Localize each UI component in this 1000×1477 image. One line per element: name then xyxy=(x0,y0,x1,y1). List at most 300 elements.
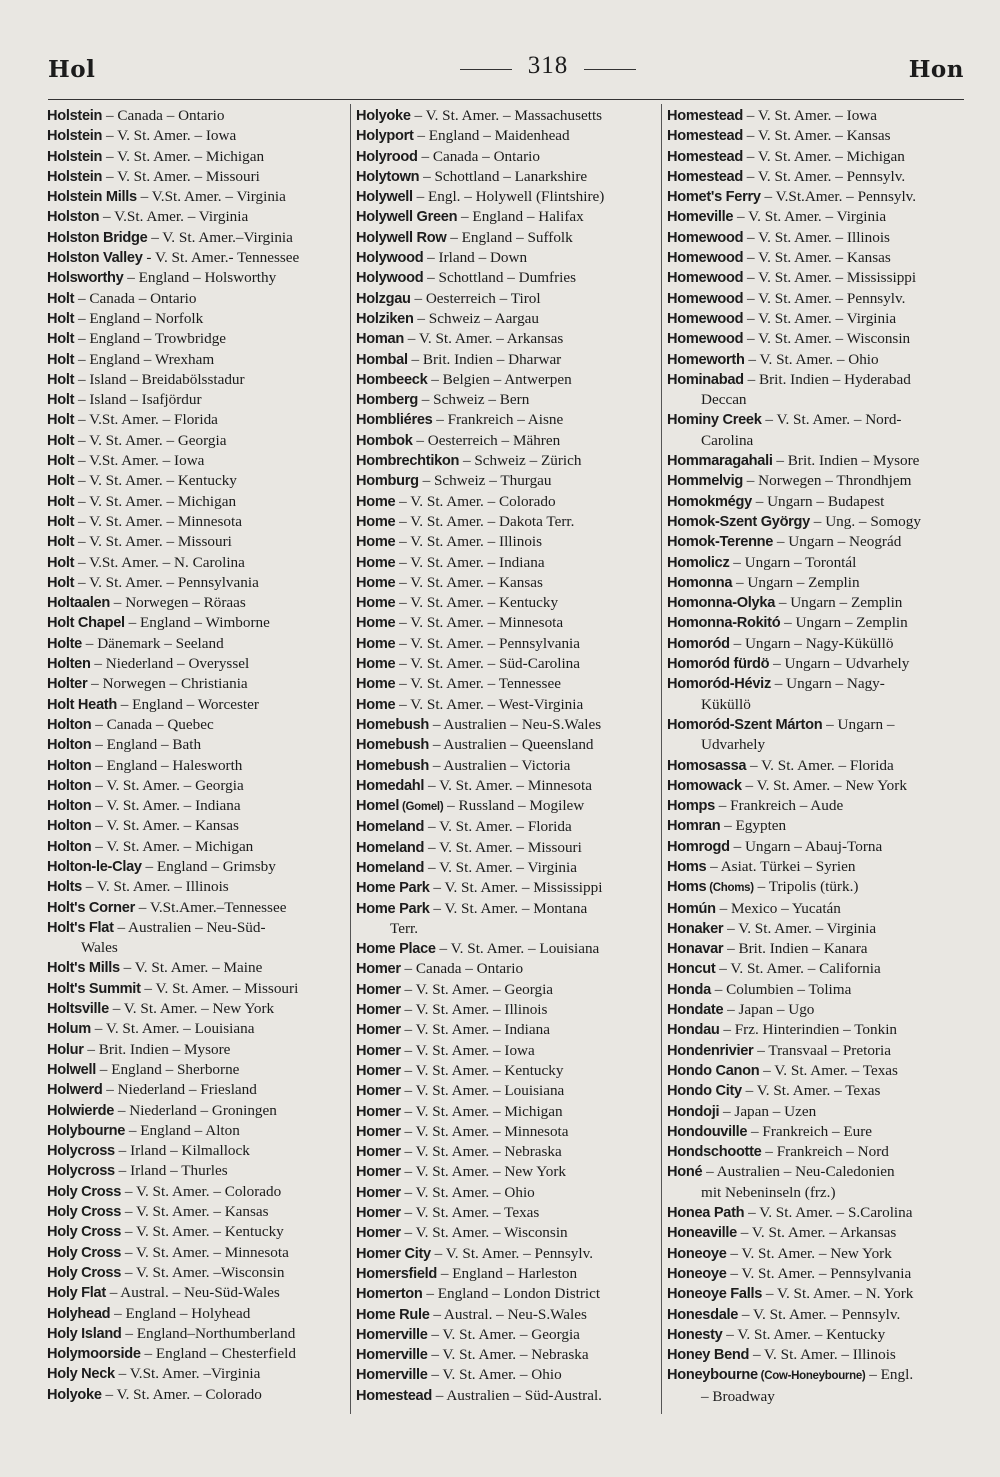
entry-row xyxy=(667,1061,967,1081)
entry-headword-text: Home xyxy=(356,656,396,673)
entry-row xyxy=(47,207,347,227)
entry-row xyxy=(47,309,347,329)
entry-row xyxy=(667,837,967,857)
entry-row xyxy=(667,207,967,227)
entry-row xyxy=(47,1324,347,1344)
entry-location: – V. St. Amer. – Michigan xyxy=(74,492,237,510)
entry-headword-text: Homebush xyxy=(356,716,430,733)
entry-headword xyxy=(47,879,82,895)
entry-headword-text: Holyrood xyxy=(356,148,418,165)
entry-row xyxy=(667,228,967,248)
entry-row xyxy=(356,858,658,878)
entry-location: – V. St. Amer. – Texas xyxy=(759,1061,898,1079)
entry-row xyxy=(356,1386,658,1406)
entry-headword-text: Homebush xyxy=(356,737,430,754)
entry-headword-text: Homosassa xyxy=(667,757,747,774)
entry-headword xyxy=(47,900,135,916)
entry-row xyxy=(47,248,347,268)
entry-row xyxy=(356,492,658,512)
entry-location: – V. St. Amer. – Colorado xyxy=(101,1385,262,1403)
entry-location: – V. St. Amer. – Kentucky xyxy=(400,1061,564,1079)
entry-headword-text: Honeoye xyxy=(667,1265,727,1282)
entry-location: – V. St. Amer. – Florida xyxy=(424,818,572,836)
entry-headword xyxy=(47,737,91,753)
entry-row xyxy=(47,390,347,410)
entry-headword-text: Holytown xyxy=(356,168,420,185)
entry-headword-text: Homoród-Héviz xyxy=(667,676,771,693)
entry-row xyxy=(356,1142,658,1162)
entry-row xyxy=(356,776,658,796)
entry-headword xyxy=(47,1245,121,1261)
entry-headword-text: Holton xyxy=(47,838,92,855)
entry-row xyxy=(47,471,347,491)
entry-location: – V. St. Amer. – Pennsylv. xyxy=(430,1244,594,1262)
entry-location: – V. St. Amer. – Georgia xyxy=(91,776,244,794)
entry-headword xyxy=(356,108,411,124)
entry-location: – V. St. Amer. – Arkansas xyxy=(403,330,564,348)
entry-location: – England – Bath xyxy=(91,736,202,754)
entry-location: – V. St. Amer. – S.Carolina xyxy=(744,1204,913,1222)
entry-headword-text: Hondo City xyxy=(667,1083,742,1100)
entry-row xyxy=(47,553,347,573)
entry-headword xyxy=(356,982,401,998)
entry-location: – Engl. xyxy=(865,1366,914,1384)
entry-headword xyxy=(47,636,82,652)
entry-row xyxy=(356,512,658,532)
entry-location: – V. St. Amer. – Missouri xyxy=(424,838,582,856)
entry-location: – V. St. Amer. – Louisiana xyxy=(435,940,600,958)
entry-headword-text: Holywood xyxy=(356,250,424,267)
entry-row xyxy=(356,1345,658,1365)
entry-row xyxy=(356,553,658,573)
entry-headword-text: Holston xyxy=(47,209,100,226)
entry-row xyxy=(356,471,658,491)
entry-headword xyxy=(667,209,733,225)
entry-headword xyxy=(667,372,744,388)
entry-headword-text: Holton xyxy=(47,818,92,835)
entry-location: – V. St. Amer. – Virginia xyxy=(743,309,897,327)
entry-location: – England – Worcester xyxy=(116,695,259,713)
entry-headword-text: Holt xyxy=(47,574,75,591)
entry-headword-text: Honesdale xyxy=(667,1306,739,1323)
entry-location: – V. St. Amer. – Illinois xyxy=(400,1001,548,1019)
entry-headword xyxy=(667,676,771,692)
entry-row xyxy=(47,187,347,207)
entry-row xyxy=(356,167,658,187)
entry-row xyxy=(667,187,967,207)
entry-alt-name: (Gomel) xyxy=(399,801,444,814)
entry-headword-text: Holur xyxy=(47,1041,84,1058)
entry-headword-text: Homs xyxy=(667,858,707,875)
entry-headword-text: Holy Cross xyxy=(47,1204,122,1221)
entry-location: – V. St. Amer. – Texas xyxy=(400,1204,540,1222)
entry-headword xyxy=(356,901,430,917)
entry-row xyxy=(356,674,658,694)
entry-location: – V.St. Amer. – Iowa xyxy=(74,452,205,470)
entry-location: – V. St. Amer. – Michigan xyxy=(102,147,265,165)
entry-location: – V. St. Amer. – Kansas xyxy=(742,127,891,145)
entry-location: – Niederland – Overyssel xyxy=(90,655,250,673)
entry-alt-name: (Cow-Honeybourne) xyxy=(757,1370,866,1383)
entry-headword xyxy=(47,656,91,672)
entry-headword-text: Homerville xyxy=(356,1367,428,1384)
entry-headword xyxy=(356,392,418,408)
entry-headword xyxy=(356,331,404,347)
entry-location: – Norwegen – Christiania xyxy=(87,675,248,693)
entry-headword-text: Home xyxy=(356,615,396,632)
entry-location: – England – Wimborne xyxy=(124,614,270,632)
entry-headword xyxy=(667,1083,742,1099)
entry-location: – V. St. Amer. – Arkansas xyxy=(737,1224,897,1242)
entry-row xyxy=(47,492,347,512)
entry-row xyxy=(667,147,967,167)
entry-headword xyxy=(47,1326,122,1342)
entry-location: – V. St. Amer. – Illinois xyxy=(395,533,543,551)
entry-row xyxy=(667,512,967,532)
entry-headword xyxy=(47,352,74,368)
entry-headword-text: Honeoye xyxy=(667,1245,727,1262)
entry-location: – V. St. Amer. – Pennsylv. xyxy=(743,289,906,307)
entry-row xyxy=(356,959,658,979)
entry-location: – England – Maidenhead xyxy=(413,127,570,145)
entry-location: – Norwegen – Röraas xyxy=(110,594,246,612)
entry-location: – Brit. Indien – Dharwar xyxy=(407,350,562,368)
entry-headword xyxy=(47,798,91,814)
entry-row xyxy=(356,228,658,248)
entry-row xyxy=(667,106,967,126)
entry-row xyxy=(356,187,658,207)
entry-headword-text: Homewood xyxy=(667,331,744,348)
entry-headword xyxy=(356,412,432,428)
entry-headword xyxy=(356,1124,401,1140)
entry-location: – Schweiz – Aargau xyxy=(413,309,540,327)
entry-location: – Schweiz – Thurgau xyxy=(418,472,552,490)
entry-location: – V. St. Amer. – Indiana xyxy=(400,1021,550,1039)
entry-location: – Irland – Down xyxy=(423,249,528,267)
entry-location: – V. St. Amer. – Kansas xyxy=(121,1203,269,1221)
entry-headword-text: Honey Bend xyxy=(667,1347,750,1364)
entry-headword-text: Holt xyxy=(47,473,75,490)
entry-row xyxy=(47,979,347,999)
entry-location: – Ungarn – Udvarhely xyxy=(769,655,910,673)
entry-location: – Australien – Neu-S.Wales xyxy=(429,715,602,733)
entry-location: – V. St. Amer. – Minnesota xyxy=(121,1243,289,1261)
entry-row xyxy=(356,573,658,593)
entry-row xyxy=(667,573,967,593)
entry-row xyxy=(356,838,658,858)
entry-headword xyxy=(47,1123,125,1139)
entry-headword xyxy=(667,717,822,733)
page-number-block xyxy=(460,52,636,80)
entry-headword-text: Holyport xyxy=(356,128,414,145)
entry-headword-text: Holton xyxy=(47,737,92,754)
entry-location: – V. St. Amer. – Iowa xyxy=(742,107,878,124)
entry-headword xyxy=(47,1224,121,1240)
entry-location: – Australien – Neu-Caledonien xyxy=(702,1163,895,1181)
entry-headword-text: Holt's Mills xyxy=(47,960,120,977)
entry-headword-text: Homedahl xyxy=(356,777,425,794)
entry-headword-text: Holyoke xyxy=(47,1386,102,1403)
entry-headword-text: Homer xyxy=(356,961,401,978)
entry-row xyxy=(667,1264,967,1284)
entry-headword-text: Home xyxy=(356,696,396,713)
entry-headword-text: Homoród xyxy=(667,635,730,652)
entry-headword-text: Home Place xyxy=(356,941,436,958)
entry-headword xyxy=(667,615,780,631)
entry-location: – V. St. Amer. – Virginia xyxy=(733,208,887,226)
entry-row xyxy=(47,634,347,654)
entry-location: – Transvaal – Pretoria xyxy=(753,1041,891,1059)
entry-headword-text: Holt Chapel xyxy=(47,615,125,632)
entry-location: – England – Trowbridge xyxy=(74,330,227,348)
entry-headword-text: Hombok xyxy=(356,432,413,449)
entry-headword-text: Holston Bridge xyxy=(47,229,148,246)
entry-headword xyxy=(47,1163,115,1179)
entry-location: – V. St. Amer. – Ohio xyxy=(400,1183,535,1201)
entry-row xyxy=(47,1060,347,1080)
entry-row xyxy=(47,573,347,593)
entry-row xyxy=(356,532,658,552)
entry-row xyxy=(667,1162,967,1182)
entry-headword-text: Holston Valley xyxy=(47,250,143,267)
entry-headword-text: Holton xyxy=(47,777,92,794)
entry-row xyxy=(667,1020,967,1040)
entry-headword xyxy=(47,676,87,692)
entry-row xyxy=(47,451,347,471)
entry-location: – Frankreich – Aisne xyxy=(432,411,564,429)
entry-headword xyxy=(667,1266,727,1282)
entry-headword xyxy=(667,818,720,834)
entry-row xyxy=(356,350,658,370)
column-divider-2 xyxy=(661,104,662,1414)
entry-row xyxy=(667,1244,967,1264)
entry-headword-text: Holsworthy xyxy=(47,270,124,287)
entry-location: – Schweiz – Zürich xyxy=(459,452,582,470)
entry-row xyxy=(667,1223,967,1243)
entry-location: – V. St. Amer. – Maine xyxy=(119,959,263,977)
entry-headword xyxy=(47,1285,106,1301)
entry-headword xyxy=(667,1205,744,1221)
entry-location: – V. St. Amer. – Massachusetts xyxy=(410,107,603,124)
entry-row xyxy=(667,715,967,735)
entry-headword xyxy=(356,1002,401,1018)
entry-headword-text: Holy Cross xyxy=(47,1244,122,1261)
entry-row xyxy=(356,1305,658,1325)
entry-row xyxy=(47,532,347,552)
entry-location: – V. St. Amer. – Iowa xyxy=(102,127,237,145)
entry-headword xyxy=(47,433,74,449)
entry-headword-text: Homer xyxy=(356,1225,401,1242)
entry-location: – V.St. Amer. – N. Carolina xyxy=(74,553,245,571)
entry-location: – V. St. Amer. – Georgia xyxy=(74,431,227,449)
entry-location: – England – Alton xyxy=(125,1121,240,1139)
entry-headword-text: Homan xyxy=(356,331,404,348)
entry-headword xyxy=(47,697,117,713)
entry-row xyxy=(47,1202,347,1222)
entry-location: – V. St. Amer. – Minnesota xyxy=(74,512,242,530)
entry-location: – V. St. Amer. – Michigan xyxy=(91,837,254,855)
entry-headword xyxy=(356,860,424,876)
entry-headword-text: Honeaville xyxy=(667,1225,737,1242)
entry-headword xyxy=(356,1225,401,1241)
entry-headword-text: Home xyxy=(356,534,396,551)
entry-headword xyxy=(47,1001,109,1017)
entry-row xyxy=(47,1101,347,1121)
entry-headword xyxy=(667,636,730,652)
entry-location: – V. St. Amer. – Nebraska xyxy=(427,1346,589,1364)
entry-headword xyxy=(356,1367,428,1383)
entry-headword xyxy=(667,534,773,550)
entry-location: – Engl. – Holywell (Flintshire) xyxy=(412,188,605,206)
entry-headword-text: Holzgau xyxy=(356,290,411,307)
entry-location: – England – London District xyxy=(422,1285,601,1303)
header-rule-left xyxy=(460,69,512,70)
entry-headword xyxy=(356,961,401,977)
entry-headword xyxy=(356,737,429,753)
entry-row xyxy=(667,959,967,979)
entry-location: – Frz. Hinterindien – Tonkin xyxy=(719,1021,898,1039)
entry-continuation: mit Nebeninseln (frz.) xyxy=(701,1183,836,1201)
entry-location: – V. St. Amer. – Nebraska xyxy=(400,1143,562,1161)
entry-headword xyxy=(356,372,427,388)
entry-headword-text: Homersfield xyxy=(356,1265,438,1282)
entry-continuation: Deccan xyxy=(701,391,747,409)
entry-headword xyxy=(356,555,395,571)
entry-row xyxy=(667,350,967,370)
entry-headword xyxy=(667,778,742,794)
entry-headword xyxy=(667,1124,747,1140)
entry-headword-text: Hondau xyxy=(667,1022,720,1039)
entry-headword xyxy=(47,818,91,834)
entry-headword-text: Homewood xyxy=(667,290,744,307)
entry-headword-text: Holtaalen xyxy=(47,595,110,612)
entry-headword-text: Hondschootte xyxy=(667,1144,762,1161)
entry-row xyxy=(47,126,347,146)
entry-row xyxy=(667,674,967,694)
entry-headword xyxy=(667,941,723,957)
entry-location: – V. St. Amer. – Michigan xyxy=(400,1102,563,1120)
entry-headword xyxy=(356,169,419,185)
entry-headword-text: Hommelvig xyxy=(667,473,743,490)
entry-location: – V. St. Amer. – West-Virginia xyxy=(395,695,584,713)
entry-row xyxy=(667,309,967,329)
entry-headword xyxy=(667,494,752,510)
entry-headword-text: Hondenrivier xyxy=(667,1042,754,1059)
entry-headword-text: Holt xyxy=(47,310,75,327)
entry-row xyxy=(356,106,658,126)
entry-headword xyxy=(356,758,429,774)
entry-location: – V. St. Amer. – Illinois xyxy=(743,228,890,246)
entry-continuation: Küküllö xyxy=(701,695,751,713)
entry-location: – V. St. Amer. – Wisconsin xyxy=(400,1224,568,1242)
entry-headword xyxy=(667,169,743,185)
entry-headword-text: Holziken xyxy=(356,310,414,327)
entry-headword xyxy=(356,778,424,794)
entry-location: – Canada – Ontario xyxy=(102,107,225,124)
entry-location: – England – Halifax xyxy=(457,208,584,226)
entry-headword xyxy=(47,169,102,185)
entry-headword-text: Honé xyxy=(667,1164,703,1181)
entry-headword-text: Homewood xyxy=(667,250,744,267)
entry-headword-text: Homeland xyxy=(356,859,425,876)
entry-location: – V. St. Amer. – Minnesota xyxy=(395,614,564,632)
entry-headword-text: Holte xyxy=(47,635,82,652)
entry-row xyxy=(667,370,967,390)
entry-headword xyxy=(667,1307,738,1323)
entry-headword-text: Holtsville xyxy=(47,1001,109,1018)
entry-headword-text: Holum xyxy=(47,1021,91,1038)
entry-headword xyxy=(667,1164,702,1180)
entry-location: – V. St. Amer. – Mississippi xyxy=(429,879,603,897)
entry-headword-text: Holt xyxy=(47,290,75,307)
entry-headword-text: Holt Heath xyxy=(47,696,117,713)
entry-headword xyxy=(356,209,457,225)
entry-headword xyxy=(667,514,810,530)
entry-row xyxy=(356,980,658,1000)
entry-location: – V. St. Amer. – New York xyxy=(400,1163,566,1181)
entry-headword xyxy=(47,717,91,733)
entry-headword xyxy=(47,1387,102,1403)
entry-location: – V. St. Amer. – New York xyxy=(741,776,907,794)
entry-headword xyxy=(47,920,114,936)
entry-headword-text: Holten xyxy=(47,656,91,673)
entry-row xyxy=(47,147,347,167)
entry-headword xyxy=(356,1185,401,1201)
entry-location: – England – Wrexham xyxy=(74,350,215,368)
entry-row xyxy=(47,1304,347,1324)
entry-location: – Dänemark – Seeland xyxy=(82,634,224,652)
entry-location: – V. St. Amer.–Virginia xyxy=(147,228,293,246)
entry-headword xyxy=(47,149,102,165)
entry-row xyxy=(667,451,967,471)
entry-headword xyxy=(356,1205,401,1221)
entry-headword-text: Homok-Szent György xyxy=(667,513,810,530)
entry-headword-text: Holywell Green xyxy=(356,209,458,226)
entry-headword-text: Holy Neck xyxy=(47,1366,115,1383)
entry-headword-text: Holts xyxy=(47,879,82,896)
entry-headword-text: Holt xyxy=(47,392,75,409)
entry-headword-text: Holstein xyxy=(47,128,103,145)
entry-headword-text: Home Park xyxy=(356,900,430,917)
entry-headword-text: Hominabad xyxy=(667,371,744,388)
entry-row xyxy=(356,248,658,268)
entry-row xyxy=(47,431,347,451)
entry-row xyxy=(667,857,967,877)
entry-headword xyxy=(356,840,424,856)
entry-row xyxy=(356,878,658,898)
entry-location: – Schottland – Lanarkshire xyxy=(419,167,588,185)
entry-alt-name: (Choms) xyxy=(706,882,754,895)
entry-headword xyxy=(356,534,395,550)
entry-headword-text: Holt xyxy=(47,453,75,470)
entry-headword-text: Holy Cross xyxy=(47,1224,122,1241)
entry-headword-text: Homeville xyxy=(667,209,734,226)
entry-row xyxy=(47,1263,347,1283)
entry-location: – Japan – Uzen xyxy=(719,1102,817,1120)
entry-row xyxy=(356,390,658,410)
entry-headword xyxy=(356,149,418,165)
entry-location: – V. St. Amer. – New York xyxy=(726,1244,892,1262)
entry-row xyxy=(47,999,347,1019)
entry-row xyxy=(47,228,347,248)
entry-headword-text: Hondouville xyxy=(667,1123,748,1140)
entry-headword-text: Holstein xyxy=(47,108,103,124)
entry-row xyxy=(356,1183,658,1203)
entry-location: – Oesterreich – Mähren xyxy=(412,431,561,449)
entry-headword-text: Holyoke xyxy=(356,108,411,124)
entry-headword xyxy=(667,230,743,246)
entry-location: – V.St. Amer. – Virginia xyxy=(99,208,249,226)
